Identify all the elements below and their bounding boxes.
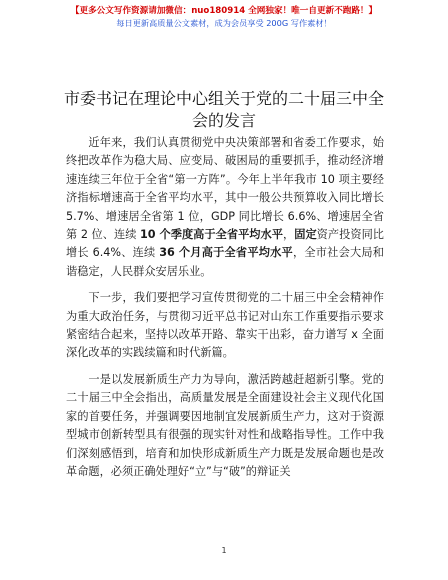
bold-text-segment: 10 个季度高于全省平均水平	[140, 228, 283, 242]
promo-banner-line-1: 【更多公文写作资源请加微信：nuo180914 全网独家！唯一自更新不跑路！】	[70, 6, 378, 16]
text-segment: 资产投资同比增长 6.4%、连续	[66, 228, 384, 260]
bold-text-segment: 固定	[294, 228, 317, 242]
document-title: 市委书记在理论中心组关于党的二十届三中全会的发言	[63, 89, 384, 130]
body-paragraph	[66, 371, 384, 481]
promo-banner-line-2: 每日更新高质量公文素材，成为会员享受 200G 写作素材！	[116, 18, 332, 28]
text-segment: ，全市社会大局和谐稳定，人民群众安居乐业。	[66, 246, 384, 278]
document-body	[66, 134, 384, 489]
text-segment: 一是以发展新质生产力为导向，激活跨越赶超新引擎。党的二十届三中全会指出，高质量发展是全面建设社会主义现代化国家的首要任务，并强调要因地制宜发展新质生产力，这对于资源型城市创新转型具有很强的现实针对性和战略指导性。工作中我们深刻感悟到，培育和加快形成新质生产力既是发展命题也是改革命题，必须正确处理好“立”与“破”的辩证关	[66, 372, 384, 478]
promo-banner	[0, 5, 448, 29]
text-segment: 下一步，我们要把学习宣传贯彻党的二十届三中全会精神作为重大政治任务，与贯彻习近平总书记对山东工作重要指示要求紧密结合起来，坚持以改革开路、靠实干出彩，奋力谱写 x 全面深化改革的实践续篇和时代新篇。	[66, 291, 384, 360]
page-number: 1	[221, 546, 227, 555]
body-paragraph	[66, 134, 384, 281]
text-segment: ，	[282, 228, 295, 242]
bold-text-segment: 36 个月高于全省平均水平	[159, 246, 293, 260]
text-segment: 近年来，我们认真贯彻党中央决策部署和省委工作要求，始终把改革作为稳大局、应变局、破困局的重要抓手，推动经济增速连续三年位于全省“第一方阵”。今年上半年我市 10 项主要经济指标增速高于全省平均水平，其中一般公共预算收入同比增长 5.7%、增速居全省第 1 位，GDP 同比增长 6.6%、增速居全省第 2 位、连续	[66, 136, 384, 242]
body-paragraph	[66, 289, 384, 363]
